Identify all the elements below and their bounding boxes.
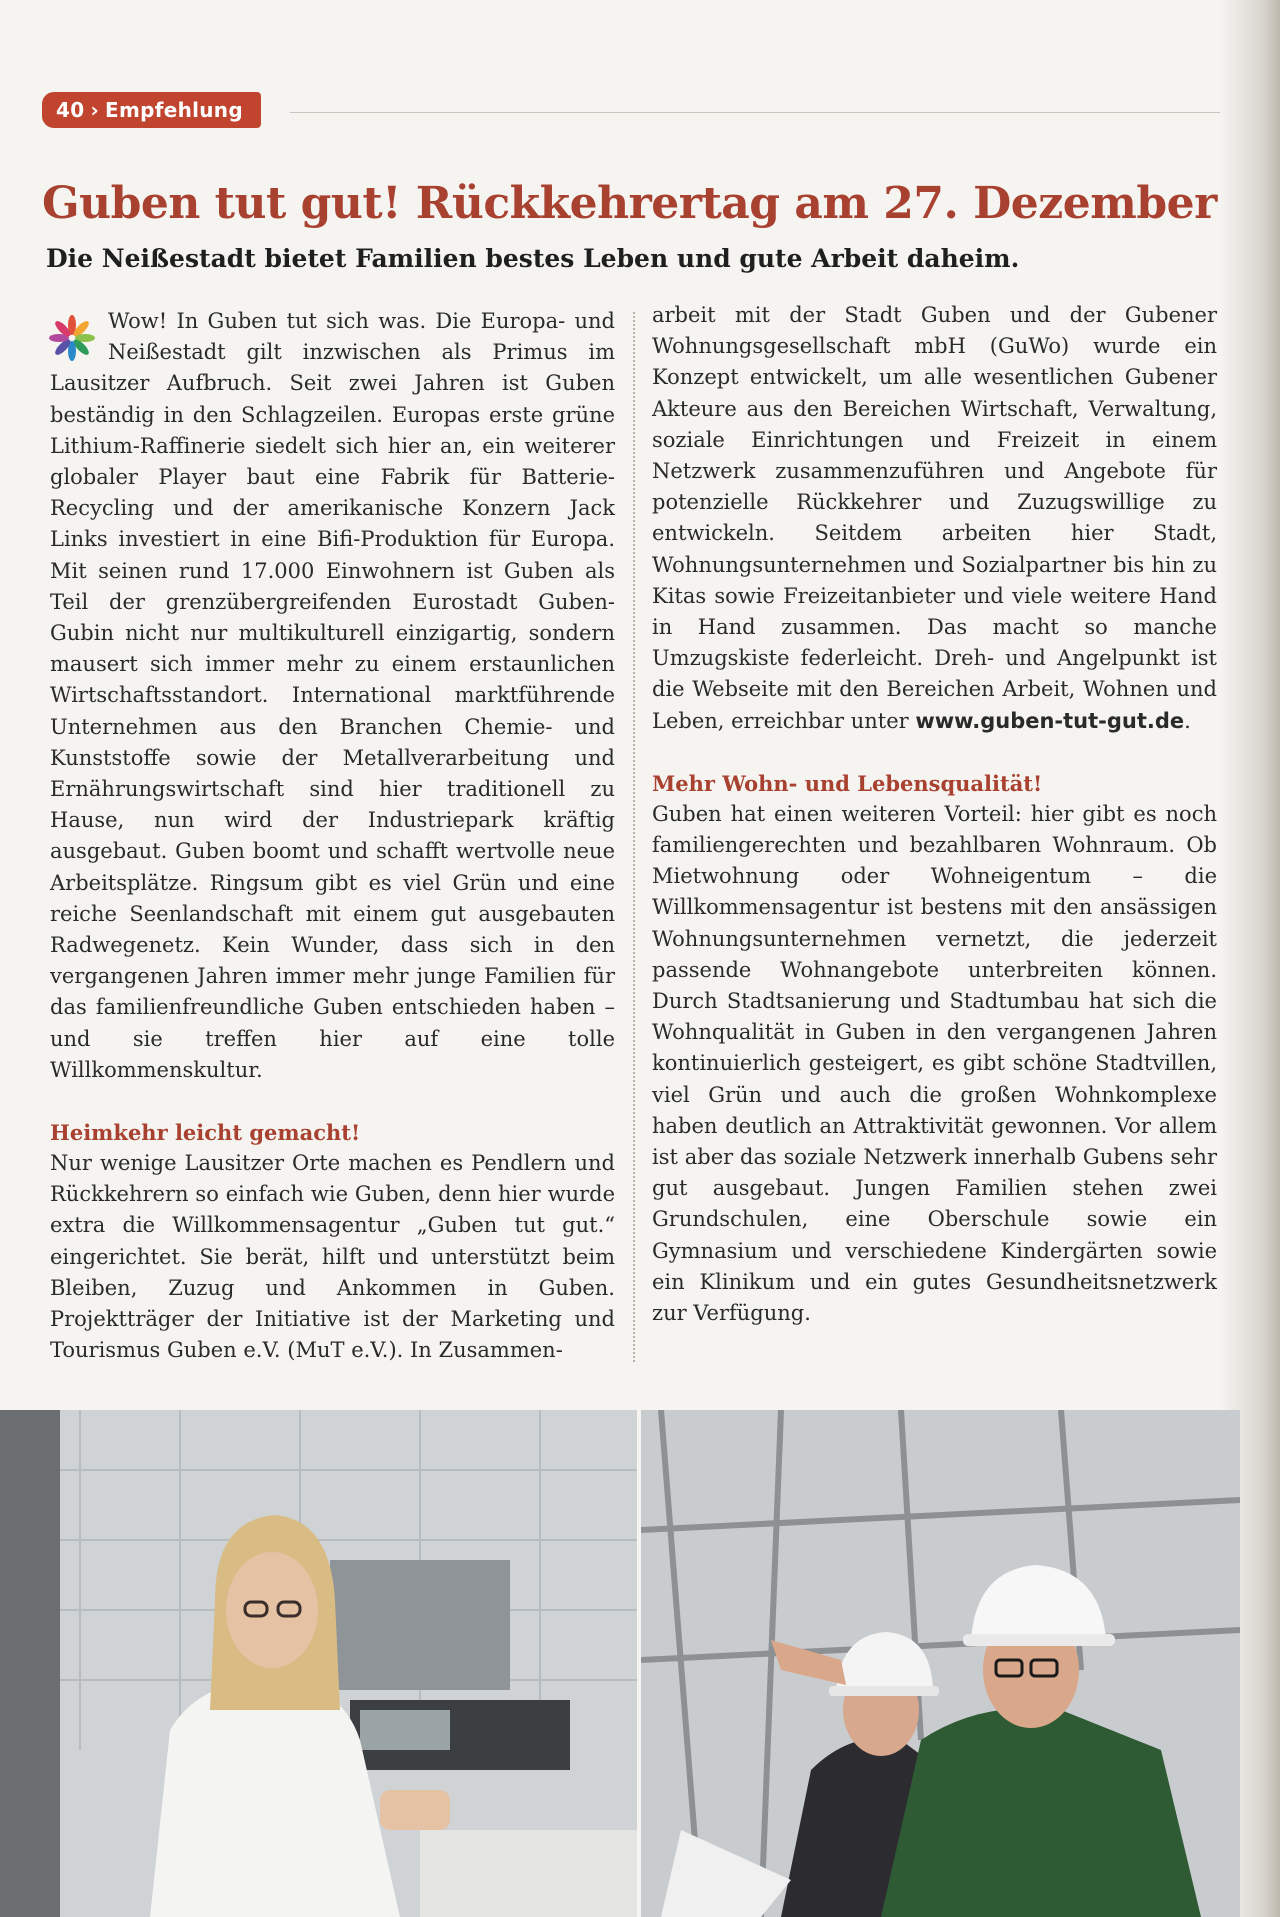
column-right	[652, 300, 1217, 1329]
website-link[interactable]: www.guben-tut-gut.de	[915, 708, 1185, 733]
section-heading-wohnqualitaet: Mehr Wohn- und Lebensqualität!	[652, 770, 1043, 796]
section1-paragraph-part-a: Nur wenige Lausitzer Orte machen es Pendlern und Rückkehrern so einfach wie Guben, denn hier wurde extra die Willkommensagentur „Guben tut gut.“ eingerichtet. Sie berät, hilft und unterstützt beim Bleiben, Zuzug und Ankommen in Guben. Projektträger der Initiative ist der Marketing und Tourismus Guben e.V. (MuT e.V.). In Zusammen-	[50, 1151, 615, 1363]
section2-paragraph: Guben hat einen weiteren Vorteil: hier gibt es noch familiengerechten und bezahlbaren Wohnraum. Ob Mietwohnung oder Wohneigentum – die Willkommensagentur ist bestens mit den ansässigen Wohnungsunternehmen vernetzt, die jederzeit passende Wohnangebote unterbreiten können. Durch Stadtsanierung und Stadtumbau hat sich die Wohnqualität in Guben in den vergangenen Jahren kontinuierlich gesteigert, es gibt schöne Stadtvillen, viel Grün und auch die großen Wohnkomplexe haben deutlich an Attraktivität gewonnen. Vor allem ist aber das soziale Netzwerk innerhalb Gubens sehr gut ausgebaut. Jungen Familien stehen zwei Grundschulen, eine Oberschule sowie ein Gymnasium und verschiedene Kindergärten sowie ein Klinikum und ein gutes Gesundheitsnetzwerk zur Verfügung.	[652, 801, 1217, 1326]
period: .	[1184, 708, 1191, 733]
chevron-right-icon: ›	[90, 98, 99, 122]
page-badge	[42, 92, 261, 128]
page-number: 40	[56, 98, 85, 122]
article-title: Guben tut gut! Rückkehrertag am 27. Dezember	[42, 178, 1217, 229]
section1-paragraph-part-b: arbeit mit der Stadt Guben und der Gubener Wohnungsgesellschaft mbH (GuWo) wurde ein Konzept entwickelt, um alle wesentlichen Gubener Akteure aus den Bereichen Wirtschaft, Verwaltung, soziale Einrichtungen und Freizeit in einem Netzwerk zusammenzuführen und Angebote für potenzielle Rückkehrer und Zuzugswillige zu entwickeln. Seitdem arbeiten hier Stadt, Wohnungsunternehmen und Sozialpartner bis hin zu Kitas sowie Freizeitanbieter und viele weitere Hand in Hand zusammen. Das macht so manche Umzugskiste federleicht. Dreh- und Angelpunkt ist die Webseite mit den Bereichen Arbeit, Wohnen und Leben, erreichbar unter	[652, 303, 1217, 733]
page-header	[42, 92, 261, 128]
section-label: Empfehlung	[104, 98, 243, 122]
header-rule	[290, 112, 1220, 113]
column-divider	[633, 312, 635, 1362]
photo-construction-workers	[641, 1410, 1240, 1917]
photo-lab-worker	[0, 1410, 637, 1917]
section-heading-heimkehr: Heimkehr leicht gemacht!	[50, 1120, 361, 1146]
article-subtitle: Die Neißestadt bietet Familien bestes Leben und gute Arbeit daheim.	[46, 244, 1020, 273]
section1-paragraph-part-b-wrap	[652, 300, 1217, 737]
intro-paragraph: Wow! In Guben tut sich was. Die Europa- und Neißestadt gilt inzwischen als Primus im Lausitzer Aufbruch. Seit zwei Jahren ist Guben beständig in den Schlagzeilen. Europas erste grüne Lithium-Raffinerie siedelt sich hier an, ein weiterer globaler Player baut eine Fabrik für Batterie-Recycling und der amerikanische Konzern Jack Links investiert in eine Bifi-Produktion für Europa. Mit seinen rund 17.000 Einwohnern ist Guben als Teil der grenzübergreifenden Eurostadt Guben-Gubin nicht nur multikulturell einzigartig, sondern mausert sich immer mehr zu einem erstaunlichen Wirtschaftsstandort. International marktführende Unternehmen aus den Branchen Chemie- und Kunststoffe sowie der Metallverarbeitung und Ernährungswirtschaft sind hier traditionell zu Hause, nun wird der Industriepark kräftig ausgebaut. Guben boomt und schafft wertvolle neue Arbeitsplätze. Ringsum gibt es viel Grün und eine reiche Seenlandschaft mit einem gut ausgebauten Radwegenetz. Kein Wunder, dass sich in den vergangenen Jahren immer mehr junge Familien für das familienfreundliche Guben entschieden haben – und sie treffen hier auf eine tolle Willkommenskultur.	[50, 309, 615, 1082]
column-left	[50, 306, 615, 1367]
flower-logo-icon	[46, 312, 98, 364]
